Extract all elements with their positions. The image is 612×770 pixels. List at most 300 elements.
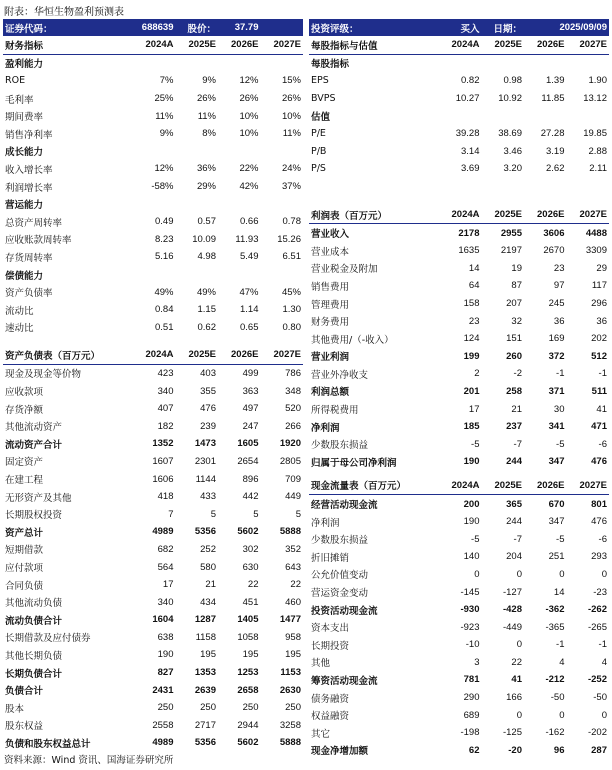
- row-label: 流动负债合计: [5, 615, 63, 627]
- row-value: 4989: [152, 737, 174, 749]
- row-label: 其他费用/（-收入）: [311, 334, 394, 346]
- row-label: 归属于母公司净利润: [311, 457, 397, 469]
- row-value: 14: [553, 586, 565, 598]
- table-row: [3, 72, 303, 90]
- row-value: 2639: [194, 684, 216, 696]
- table-row: [309, 224, 609, 242]
- row-value: [133, 143, 176, 161]
- row-value: 689: [463, 709, 480, 721]
- row-value: 182: [157, 420, 174, 432]
- row-label: 折旧摊销: [311, 552, 350, 564]
- cash-flow-table: [309, 477, 609, 760]
- row-label: 少数股东损益: [311, 535, 369, 547]
- row-value: 36: [596, 315, 607, 327]
- row-value: 2944: [237, 719, 259, 731]
- row-label: 公允价值变动: [311, 570, 369, 582]
- table-row: [3, 319, 303, 337]
- row-value: 709: [285, 473, 301, 485]
- row-label: 少数股东损益: [311, 440, 369, 452]
- table-row: [3, 646, 303, 664]
- table-row: [3, 195, 303, 213]
- row-value: 9%: [202, 75, 216, 87]
- row-value: 9%: [159, 128, 174, 140]
- year-header: 2027E: [261, 346, 304, 364]
- row-value: 2955: [500, 227, 522, 239]
- row-value: 250: [157, 702, 174, 714]
- row-value: [176, 266, 219, 284]
- row-value: 260: [506, 350, 522, 362]
- row-value: -923: [460, 621, 480, 633]
- row-value: 3309: [585, 245, 607, 257]
- table-row: [309, 348, 609, 366]
- row-value: 1605: [237, 438, 259, 450]
- row-value: 252: [200, 543, 216, 555]
- table-row: [3, 54, 303, 72]
- row-label: 营业税金及附加: [311, 264, 378, 276]
- row-value: 1058: [237, 631, 259, 643]
- row-value: 22: [247, 579, 259, 591]
- row-value: 7%: [159, 75, 174, 87]
- row-label: 流动比: [5, 305, 34, 317]
- table-row: [3, 611, 303, 629]
- row-value: 418: [157, 491, 174, 503]
- row-value: 21: [511, 403, 522, 415]
- table-row: [3, 541, 303, 559]
- row-value: 12%: [154, 163, 174, 175]
- row-value: 1405: [237, 614, 259, 626]
- row-value: 499: [242, 367, 259, 379]
- row-value: 0: [601, 568, 607, 580]
- header-table-left: [3, 19, 303, 36]
- table-row: [3, 266, 303, 284]
- row-value: 244: [506, 456, 522, 468]
- row-value: 5: [253, 508, 259, 520]
- table-row: [3, 231, 303, 249]
- row-value: 0: [601, 709, 607, 721]
- table-row: [3, 143, 303, 161]
- row-value: 0: [516, 709, 522, 721]
- balance-header-row: [3, 346, 303, 364]
- row-value: 1.14: [240, 304, 259, 316]
- row-value: 10%: [239, 128, 259, 140]
- row-value: 372: [548, 350, 565, 362]
- row-value: 2717: [194, 719, 216, 731]
- date-value: 2025/09/09: [524, 19, 609, 36]
- row-value: -127: [502, 586, 522, 598]
- table-row: [309, 295, 609, 313]
- row-value: [524, 54, 567, 72]
- table-row: [3, 364, 303, 382]
- row-label: 所得税费用: [311, 405, 359, 417]
- row-value: -10: [465, 639, 480, 651]
- row-value: 117: [591, 280, 607, 292]
- row-value: 0.57: [197, 216, 216, 228]
- table-row: [3, 283, 303, 301]
- table-row: [309, 453, 609, 471]
- row-label: 营业收入: [311, 229, 350, 241]
- row-label: 成长能力: [5, 147, 44, 159]
- row-value: 5888: [279, 526, 301, 538]
- row-label: 营运能力: [5, 200, 44, 212]
- row-value: 340: [157, 596, 174, 608]
- row-value: 62: [468, 744, 480, 756]
- row-label: 总资产周转率: [5, 217, 63, 229]
- row-value: 23: [553, 262, 565, 274]
- row-value: 296: [591, 298, 607, 310]
- row-value: 250: [242, 702, 259, 714]
- row-value: 10.27: [455, 93, 480, 105]
- row-value: 26%: [281, 93, 301, 105]
- table-row: [309, 742, 609, 760]
- row-value: [261, 195, 304, 213]
- stock-info-bar: [3, 19, 303, 36]
- row-value: -7: [513, 438, 522, 450]
- cashflow-header-row: [309, 477, 609, 495]
- table-row: [309, 418, 609, 436]
- row-value: -6: [598, 438, 607, 450]
- row-value: -23: [593, 586, 607, 598]
- row-label: 营业利润: [311, 352, 350, 364]
- row-value: -202: [587, 727, 607, 739]
- row-value: 10%: [281, 110, 301, 122]
- table-row: [309, 160, 609, 178]
- row-label: 销售费用: [311, 281, 350, 293]
- table-row: [3, 400, 303, 418]
- row-value: 5.16: [155, 251, 174, 263]
- row-value: 30: [553, 403, 565, 415]
- table-row: [3, 576, 303, 594]
- row-value: [524, 107, 567, 125]
- row-label: EPS: [311, 75, 329, 87]
- row-label: 存货净额: [5, 404, 44, 416]
- row-value: 476: [200, 403, 216, 415]
- row-value: 42%: [239, 181, 259, 193]
- row-value: 4989: [152, 526, 174, 538]
- row-label: 期间费率: [5, 112, 44, 124]
- row-value: [218, 266, 261, 284]
- row-value: 11%: [282, 128, 301, 140]
- stock-code-label: 证券代码：: [3, 19, 133, 36]
- row-value: 801: [591, 498, 607, 510]
- row-value: 247: [242, 420, 259, 432]
- row-label: 现金及现金等价物: [5, 369, 82, 381]
- table-row: [309, 143, 609, 161]
- row-value: 1607: [152, 455, 174, 467]
- row-value: 3.46: [503, 145, 522, 157]
- row-value: 302: [242, 543, 259, 555]
- row-value: 39.28: [455, 128, 480, 140]
- row-value: 786: [285, 367, 301, 379]
- row-value: 200: [463, 498, 480, 510]
- row-value: 407: [157, 403, 174, 415]
- row-value: 1.90: [588, 75, 607, 87]
- row-value: 1606: [152, 473, 174, 485]
- row-value: [176, 195, 219, 213]
- row-value: 3.14: [461, 145, 480, 157]
- row-value: 0: [559, 709, 565, 721]
- row-value: 1.39: [546, 75, 565, 87]
- row-value: -265: [587, 621, 607, 633]
- row-value: 0: [516, 568, 522, 580]
- pershare-header-row: [309, 36, 609, 54]
- per-share-table: [309, 36, 609, 178]
- row-value: 1473: [194, 438, 216, 450]
- header-table-right: [309, 19, 609, 36]
- row-value: 0.62: [197, 321, 216, 333]
- row-value: 1.15: [197, 304, 216, 316]
- row-value: [439, 54, 482, 72]
- row-value: [218, 143, 261, 161]
- row-value: 512: [591, 350, 607, 362]
- row-value: [567, 107, 610, 125]
- row-value: 442: [242, 491, 259, 503]
- row-value: -1: [556, 368, 565, 380]
- table-row: [3, 629, 303, 647]
- row-value: [218, 195, 261, 213]
- row-value: 0: [559, 568, 565, 580]
- row-value: 185: [463, 421, 480, 433]
- row-value: 0.80: [282, 321, 301, 333]
- row-value: -252: [587, 674, 607, 686]
- row-value: -449: [502, 621, 522, 633]
- row-label: 经营活动现金流: [311, 500, 378, 512]
- table-row: [3, 435, 303, 453]
- year-header: 2026E: [218, 346, 261, 364]
- row-label: 估值: [311, 112, 331, 124]
- table-row: [309, 312, 609, 330]
- row-label: ROE: [5, 75, 26, 87]
- row-value: [133, 195, 176, 213]
- table-row: [309, 636, 609, 654]
- row-value: 10.09: [192, 233, 216, 245]
- row-value: 0: [474, 568, 480, 580]
- row-label: 债务融资: [311, 693, 350, 705]
- table-row: [3, 734, 303, 752]
- row-value: -145: [460, 586, 480, 598]
- year-header: 2026E: [524, 36, 567, 54]
- row-value: 14: [468, 262, 480, 274]
- row-value: 8.23: [155, 233, 174, 245]
- row-value: 5356: [194, 526, 216, 538]
- row-label: 其他流动负债: [5, 598, 63, 610]
- row-value: 13.12: [583, 93, 607, 105]
- row-value: -2: [513, 368, 522, 380]
- table-title: 现金流量表（百万元）: [309, 477, 439, 495]
- row-value: 2301: [194, 455, 216, 467]
- row-value: -50: [550, 692, 565, 704]
- row-value: 355: [200, 385, 216, 397]
- row-label: 无形资产及其他: [5, 492, 72, 504]
- row-label: 股本: [5, 703, 25, 715]
- row-value: 1635: [458, 245, 480, 257]
- row-value: 38.69: [498, 128, 522, 140]
- row-value: -162: [545, 727, 565, 739]
- row-value: 564: [157, 561, 174, 573]
- row-value: 17: [162, 579, 174, 591]
- row-label: 在建工程: [5, 475, 44, 487]
- year-header: 2025E: [482, 477, 525, 495]
- row-value: 347: [548, 516, 565, 528]
- row-label: 偿债能力: [5, 270, 44, 282]
- row-value: 3.20: [503, 163, 522, 175]
- row-value: 204: [506, 551, 522, 563]
- row-value: 258: [506, 385, 522, 397]
- row-value: [482, 54, 525, 72]
- row-value: 0.98: [503, 75, 522, 87]
- row-value: 22: [511, 656, 522, 668]
- row-value: -5: [556, 533, 565, 545]
- table-row: [3, 699, 303, 717]
- table-row: [3, 470, 303, 488]
- row-value: 4: [601, 656, 607, 668]
- row-value: 348: [285, 385, 301, 397]
- row-label: 长期投资: [311, 640, 350, 652]
- year-header: 2027E: [567, 477, 610, 495]
- row-value: 460: [285, 596, 301, 608]
- date-label: 日期：: [482, 19, 525, 36]
- row-label: 其它: [311, 728, 331, 740]
- row-value: 49%: [154, 286, 174, 298]
- row-label: 速动比: [5, 323, 34, 335]
- row-value: 158: [463, 298, 480, 310]
- row-value: 87: [511, 280, 522, 292]
- row-value: -20: [508, 744, 522, 756]
- row-value: 26%: [239, 93, 259, 105]
- row-label: 长期股权投资: [5, 510, 63, 522]
- row-value: 8%: [202, 128, 216, 140]
- row-label: BVPS: [311, 93, 336, 105]
- row-label: 负债合计: [5, 686, 44, 698]
- row-value: 2.88: [588, 145, 607, 157]
- row-value: [218, 54, 261, 72]
- row-label: 每股指标: [311, 59, 350, 71]
- row-value: 23: [468, 315, 480, 327]
- row-value: 11%: [155, 110, 174, 122]
- table-row: [309, 618, 609, 636]
- row-value: 29: [596, 262, 607, 274]
- row-value: 12%: [239, 75, 259, 87]
- row-value: 1920: [279, 438, 301, 450]
- source-note: 资料来源：Wind 资讯、国海证券研究所: [4, 755, 174, 766]
- row-label: 营运资金变动: [311, 588, 369, 600]
- year-header: 2027E: [261, 36, 304, 54]
- row-label: 盈利能力: [5, 59, 44, 71]
- row-value: -262: [587, 604, 607, 616]
- row-value: 5.49: [240, 251, 259, 263]
- table-row: [309, 601, 609, 619]
- row-value: 1353: [194, 667, 216, 679]
- table-row: [309, 513, 609, 531]
- row-value: 451: [242, 596, 259, 608]
- row-label: 资产负债率: [5, 288, 53, 300]
- row-value: 511: [591, 385, 607, 397]
- table-row: [309, 435, 609, 453]
- row-value: [261, 143, 304, 161]
- row-label: 其他流动资产: [5, 422, 63, 434]
- row-value: [133, 266, 176, 284]
- row-label: 短期借款: [5, 545, 44, 557]
- row-value: 237: [506, 421, 522, 433]
- row-label: 净利润: [311, 422, 340, 434]
- row-value: 0.65: [240, 321, 259, 333]
- row-value: 24%: [281, 163, 301, 175]
- row-value: 190: [157, 649, 174, 661]
- row-value: 434: [200, 596, 216, 608]
- row-value: 423: [157, 367, 174, 379]
- row-value: 1287: [194, 614, 216, 626]
- row-value: 36%: [196, 163, 216, 175]
- row-label: 应收款项: [5, 387, 44, 399]
- row-value: -212: [545, 674, 565, 686]
- row-value: 5602: [237, 737, 259, 749]
- row-value: -1: [598, 639, 607, 651]
- row-value: 49%: [196, 286, 216, 298]
- row-value: [133, 54, 176, 72]
- table-caption: 附表：华恒生物盈利预测表: [4, 7, 124, 18]
- table-row: [3, 681, 303, 699]
- row-value: 64: [468, 280, 480, 292]
- left-panel: [3, 19, 303, 752]
- row-value: 5356: [194, 737, 216, 749]
- row-label: 营业外净收支: [311, 369, 369, 381]
- row-value: 2.62: [546, 163, 565, 175]
- row-label: 资本支出: [311, 623, 350, 635]
- row-value: 0.78: [282, 216, 301, 228]
- table-row: [309, 654, 609, 672]
- stock-code-value: 688639: [133, 19, 176, 36]
- row-value: 1253: [237, 667, 259, 679]
- row-value: 6.51: [282, 251, 301, 263]
- row-value: 1477: [279, 614, 301, 626]
- row-value: 1158: [195, 631, 216, 643]
- table-row: [3, 717, 303, 735]
- table-row: [3, 125, 303, 143]
- row-value: 202: [591, 333, 607, 345]
- rating-info-bar: [309, 19, 609, 36]
- row-value: 1144: [195, 473, 216, 485]
- row-value: 15.26: [277, 233, 301, 245]
- row-label: 权益融资: [311, 711, 350, 723]
- year-header: 2024A: [439, 477, 482, 495]
- table-row: [3, 558, 303, 576]
- row-value: 22: [290, 579, 301, 591]
- row-value: 17: [468, 403, 480, 415]
- row-value: -7: [513, 533, 522, 545]
- row-label: 现金净增加额: [311, 746, 369, 758]
- row-value: 97: [553, 280, 565, 292]
- row-label: 管理费用: [311, 299, 350, 311]
- row-value: 643: [285, 561, 301, 573]
- row-value: 124: [463, 333, 480, 345]
- row-value: 0.51: [155, 321, 174, 333]
- row-value: 365: [506, 498, 522, 510]
- row-value: 10%: [239, 110, 259, 122]
- table-row: [3, 301, 303, 319]
- row-value: 11.85: [541, 93, 565, 105]
- row-value: 36: [553, 315, 565, 327]
- row-value: 449: [285, 491, 301, 503]
- row-value: 670: [548, 498, 565, 510]
- row-value: 0.66: [240, 216, 259, 228]
- row-value: 15%: [281, 75, 301, 87]
- row-label: 固定资产: [5, 457, 44, 469]
- row-value: 0: [516, 639, 522, 651]
- row-value: 5888: [279, 737, 301, 749]
- year-header: 2024A: [439, 206, 482, 224]
- row-value: 37%: [281, 181, 301, 193]
- row-value: -428: [502, 604, 522, 616]
- row-value: [261, 54, 304, 72]
